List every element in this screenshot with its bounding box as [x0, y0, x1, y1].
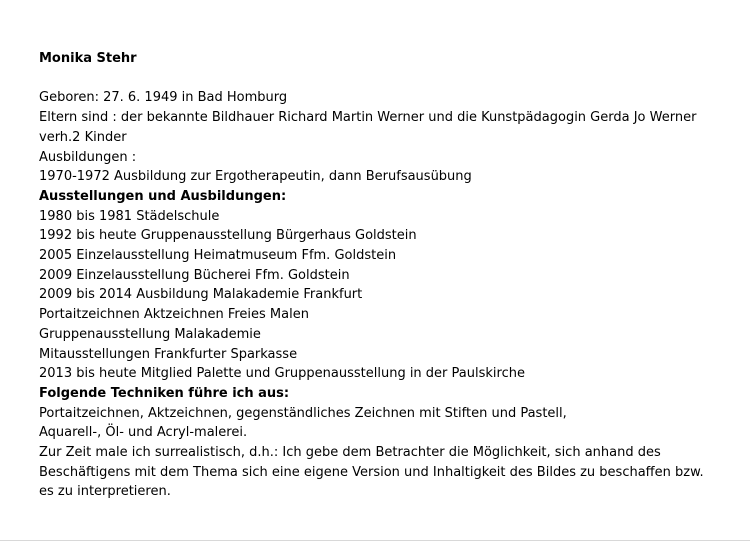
exhibition-line: Portaitzeichnen Aktzeichnen Freies Malen — [39, 307, 309, 323]
statement-line: es zu interpretieren. — [39, 484, 171, 500]
techniques-line: Portaitzeichnen, Aktzeichnen, gegenständliches Zeichnen mit Stiften und Pastell, — [39, 405, 567, 421]
document-body — [39, 49, 729, 502]
family-line: verh.2 Kinder — [39, 129, 127, 145]
exhibitions-heading: Ausstellungen und Ausbildungen: — [39, 188, 287, 204]
statement-line: Zur Zeit male ich surrealistisch, d.h.: Ich gebe dem Betrachter die Möglichkeit, sich anhand des — [39, 445, 661, 461]
training-heading: Ausbildungen : — [39, 149, 137, 165]
exhibition-line: 1992 bis heute Gruppenausstellung Bürgerhaus Goldstein — [39, 228, 417, 244]
exhibition-line: 2005 Einzelausstellung Heimatmuseum Ffm. Goldstein — [39, 248, 397, 264]
exhibition-line: Gruppenausstellung Malakademie — [39, 326, 261, 342]
exhibition-line: 2009 Einzelausstellung Bücherei Ffm. Goldstein — [39, 267, 350, 283]
statement-line: Beschäftigens mit dem Thema sich eine eigene Version und Inhaltigkeit des Bildes zu beschaffen bzw. — [39, 464, 704, 480]
blank-line — [39, 69, 729, 89]
training-line: 1970-1972 Ausbildung zur Ergotherapeutin, dann Berufsausübung — [39, 169, 472, 185]
author-name: Monika Stehr — [39, 51, 137, 66]
exhibition-line: Mitausstellungen Frankfurter Sparkasse — [39, 346, 298, 362]
birth-line: Geboren: 27. 6. 1949 in Bad Homburg — [39, 90, 288, 106]
exhibition-line: 2013 bis heute Mitglied Palette und Gruppenausstellung in der Paulskirche — [39, 366, 525, 382]
parents-line: Eltern sind : der bekannte Bildhauer Richard Martin Werner und die Kunstpädagogin Gerda Jo Werner — [39, 110, 697, 126]
exhibition-line: 1980 bis 1981 Städelschule — [39, 208, 220, 224]
exhibition-line: 2009 bis 2014 Ausbildung Malakademie Frankfurt — [39, 287, 363, 303]
techniques-line: Aquarell-, Öl- und Acryl-malerei. — [39, 425, 248, 441]
techniques-heading: Folgende Techniken führe ich aus: — [39, 385, 290, 401]
